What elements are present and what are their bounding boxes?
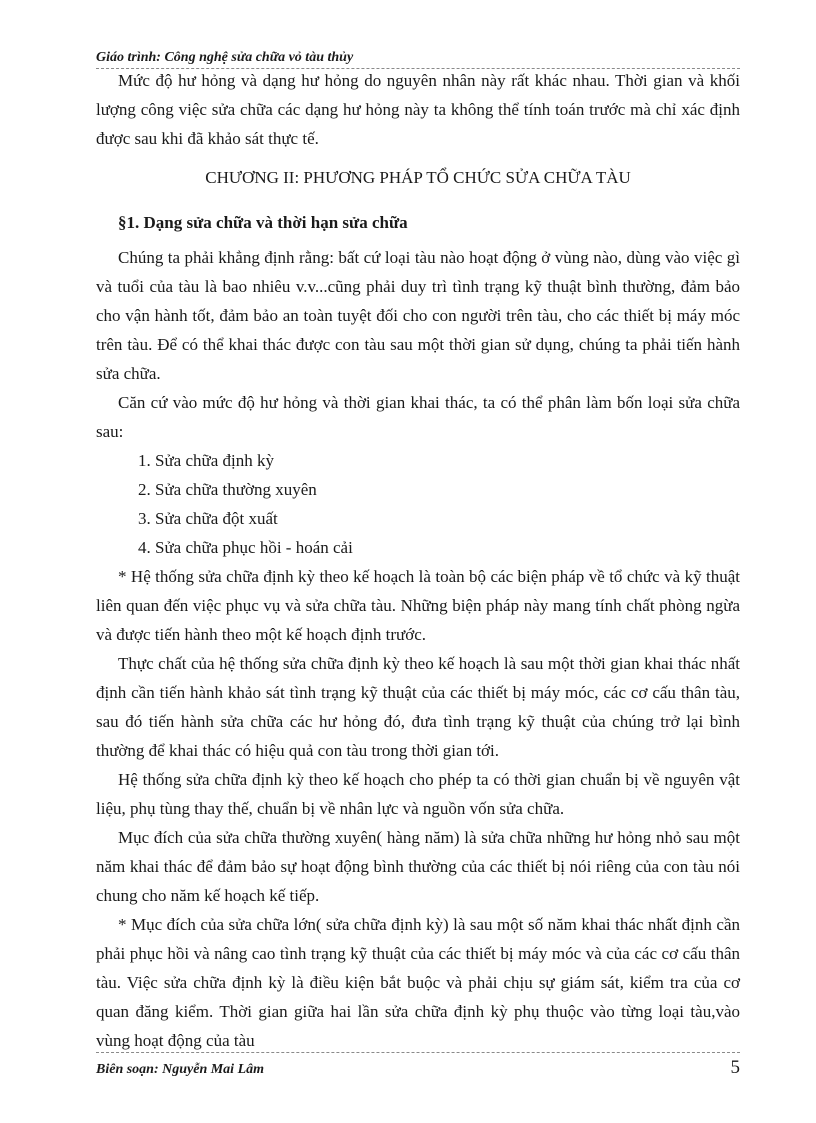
list-item: 2. Sửa chữa thường xuyên <box>138 480 317 499</box>
list-item: 4. Sửa chữa phục hồi - hoán cải <box>138 538 353 557</box>
paragraph: * Mục đích của sửa chữa lớn( sửa chữa định kỳ) là sau một số năm khai thác nhất định cần phải phục hồi và nâng cao tình trạng kỹ thuật của các thiết bị máy móc và của các cơ cấu thân tàu. Việc sửa chữa định kỳ là điều kiện bắt buộc và phải chịu sự giám sát, kiểm tra của cơ quan đăng kiểm. Thời gian giữa hai lần sửa chữa định kỳ phụ thuộc vào từng loại tàu,vào vùng hoạt động của tàu <box>96 915 740 1050</box>
page-content <box>96 66 740 1055</box>
paragraph: Hệ thống sửa chữa định kỳ theo kế hoạch cho phép ta có thời gian chuẩn bị về nguyên vật liệu, phụ tùng thay thế, chuẩn bị về nhân lực và nguồn vốn sửa chữa. <box>96 770 740 818</box>
repair-types-list <box>96 446 740 562</box>
paragraph: Căn cứ vào mức độ hư hỏng và thời gian khai thác, ta có thể phân làm bốn loại sửa chữa sau: <box>96 393 740 441</box>
list-item: 1. Sửa chữa định kỳ <box>138 451 274 470</box>
header-title: Giáo trình: Công nghệ sửa chữa vỏ tàu thủy <box>96 50 354 65</box>
paragraph: * Hệ thống sửa chữa định kỳ theo kế hoạch là toàn bộ các biện pháp về tổ chức và kỹ thuật liên quan đến việc phục vụ và sửa chữa tàu. Những biện pháp này mang tính chất phòng ngừa và được tiến hành theo một kế hoạch định trước. <box>96 567 740 644</box>
footer-author: Biên soạn: Nguyễn Mai Lâm <box>96 1062 265 1077</box>
list-item: 3. Sửa chữa đột xuất <box>138 509 278 528</box>
page-number: 5 <box>730 1057 740 1078</box>
intro-paragraph: Mức độ hư hỏng và dạng hư hỏng do nguyên nhân này rất khác nhau. Thời gian và khối lượng công việc sửa chữa các dạng hư hỏng này ta không thể tính toán trước mà chỉ xác định được sau khi đã khảo sát thực tế. <box>96 71 740 148</box>
page-footer <box>96 1052 740 1079</box>
paragraph: Thực chất của hệ thống sửa chữa định kỳ theo kế hoạch là sau một thời gian khai thác nhất định cần tiến hành khảo sát tình trạng kỹ thuật của các thiết bị máy móc, các cơ cấu thân tàu, sau đó tiến hành sửa chữa các hư hỏng đó, đưa tình trạng kỹ thuật của chúng trở lại bình thường để khai thác có hiệu quả con tàu trong thời gian tới. <box>96 654 740 760</box>
section-title: §1. Dạng sửa chữa và thời hạn sửa chữa <box>118 213 408 232</box>
chapter-title: CHƯƠNG II: PHƯƠNG PHÁP TỔ CHỨC SỬA CHỮA TÀU <box>205 168 631 187</box>
paragraph: Chúng ta phải khẳng định rằng: bất cứ loại tàu nào hoạt động ở vùng nào, dùng vào việc gì và tuổi của tàu là bao nhiêu v.v...cũng phải duy trì tình trạng kỹ thuật bình thường, đảm bảo cho vận hành tốt, đảm bảo an toàn tuyệt đối cho con người trên tàu, cho các thiết bị máy móc trên tàu. Để có thể khai thác được con tàu sau một thời gian sử dụng, chúng ta phải tiến hành sửa chữa. <box>96 248 740 383</box>
paragraph: Mục đích của sửa chữa thường xuyên( hàng năm) là sửa chữa những hư hỏng nhỏ sau một năm khai thác để đảm bảo sự hoạt động bình thường của các thiết bị nói riêng của con tàu nói chung cho năm kế hoạch kế tiếp. <box>96 828 740 905</box>
